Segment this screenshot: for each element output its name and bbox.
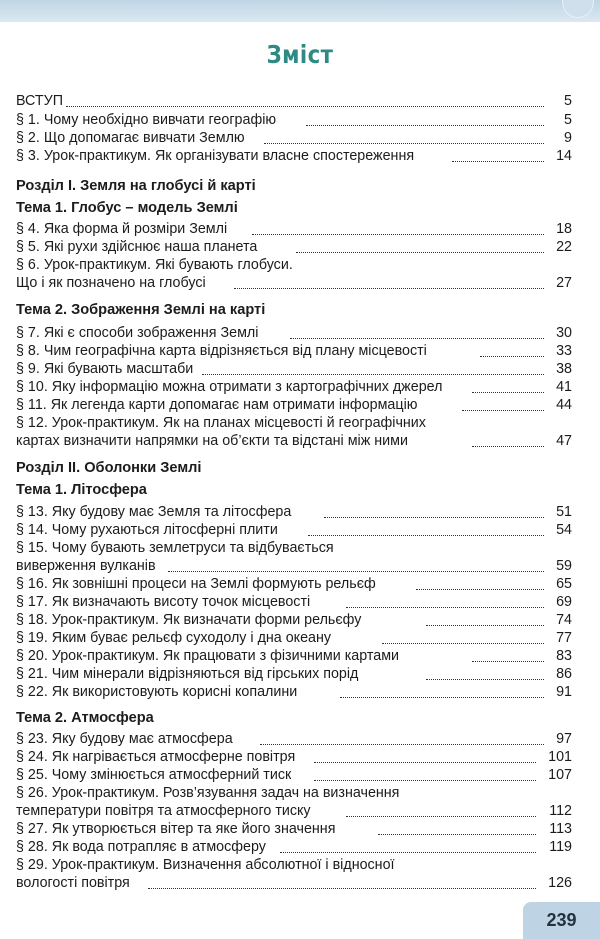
section-heading: Розділ І. Земля на глобусі й карті — [16, 178, 256, 194]
toc-entry[interactable]: § 22. Як використовують корисні копалини 91 — [16, 684, 572, 700]
toc-entry[interactable]: § 11. Як легенда карти допомагає нам отримати інформацію 44 — [16, 397, 572, 413]
toc-entry[interactable]: § 12. Урок-практикум. Як на планах місцевості й географічних — [16, 415, 426, 431]
toc-entry[interactable]: § 29. Урок-практикум. Визначення абсолютної і відносної — [16, 857, 395, 873]
toc-entry[interactable]: картах визначити напрямки на об’єкти та відстані між ними 47 — [16, 433, 572, 449]
toc-entry[interactable]: § 14. Чому рухаються літосферні плити 54 — [16, 522, 572, 538]
toc-entry[interactable]: виверження вулканів 59 — [16, 558, 572, 574]
page-title: Зміст — [266, 40, 334, 69]
toc-entry[interactable]: § 2. Що допомагає вивчати Землю 9 — [16, 130, 572, 146]
toc-entry[interactable]: § 27. Як утворюється вітер та яке його значення 113 — [16, 821, 572, 837]
toc-entry[interactable]: § 24. Як нагрівається атмосферне повітря 101 — [16, 749, 572, 765]
toc-entry[interactable]: § 10. Яку інформацію можна отримати з картографічних джерел 41 — [16, 379, 572, 395]
corner-logo-icon — [562, 0, 594, 18]
toc-entry[interactable]: § 17. Як визначають висоту точок місцевості 69 — [16, 594, 572, 610]
toc-entry[interactable]: ВСТУП 5 — [16, 93, 572, 109]
topic-heading: Тема 1. Літосфера — [16, 482, 147, 498]
toc-entry[interactable]: § 7. Які є способи зображення Землі 30 — [16, 325, 572, 341]
toc-entry[interactable]: Що і як позначено на глобусі 27 — [16, 275, 572, 291]
toc-entry[interactable]: § 4. Яка форма й розміри Землі 18 — [16, 221, 572, 237]
toc-entry[interactable]: § 1. Чому необхідно вивчати географію 5 — [16, 112, 572, 128]
toc-entry[interactable]: § 16. Як зовнішні процеси на Землі формують рельєф 65 — [16, 576, 572, 592]
toc-entry[interactable]: § 28. Як вода потрапляє в атмосферу 119 — [16, 839, 572, 855]
toc-entry[interactable]: § 15. Чому бувають землетруси та відбувається — [16, 540, 334, 556]
toc-entry[interactable]: § 18. Урок-практикум. Як визначати форми рельєфу 74 — [16, 612, 572, 628]
page-number-badge: 239 — [523, 902, 600, 939]
toc-entry[interactable]: § 5. Які рухи здійснює наша планета 22 — [16, 239, 572, 255]
topic-heading: Тема 2. Атмосфера — [16, 710, 154, 726]
toc-entry[interactable]: § 8. Чим географічна карта відрізняється від плану місцевості 33 — [16, 343, 572, 359]
toc-entry[interactable]: § 6. Урок-практикум. Які бувають глобуси. — [16, 257, 293, 273]
toc-entry[interactable]: § 23. Яку будову має атмосфера 97 — [16, 731, 572, 747]
toc-entry[interactable]: § 20. Урок-практикум. Як працювати з фізичними картами 83 — [16, 648, 572, 664]
top-color-band — [0, 0, 600, 22]
toc-entry[interactable]: § 25. Чому змінюється атмосферний тиск 107 — [16, 767, 572, 783]
toc-entry[interactable]: вологості повітря 126 — [16, 875, 572, 891]
toc-entry[interactable]: § 3. Урок-практикум. Як організувати власне спостереження 14 — [16, 148, 572, 164]
topic-heading: Тема 2. Зображення Землі на карті — [16, 302, 266, 318]
toc-entry[interactable]: § 13. Яку будову має Земля та літосфера 51 — [16, 504, 572, 520]
toc-entry[interactable]: § 26. Урок-практикум. Розв’язування задач на визначення — [16, 785, 400, 801]
toc-entry[interactable]: § 21. Чим мінерали відрізняються від гірських порід 86 — [16, 666, 572, 682]
toc-entry[interactable]: § 19. Яким буває рельєф суходолу і дна океану 77 — [16, 630, 572, 646]
section-heading: Розділ ІІ. Оболонки Землі — [16, 460, 202, 476]
toc-entry[interactable]: температури повітря та атмосферного тиску 112 — [16, 803, 572, 819]
topic-heading: Тема 1. Глобус – модель Землі — [16, 200, 238, 216]
toc-entry[interactable]: § 9. Які бувають масштаби 38 — [16, 361, 572, 377]
